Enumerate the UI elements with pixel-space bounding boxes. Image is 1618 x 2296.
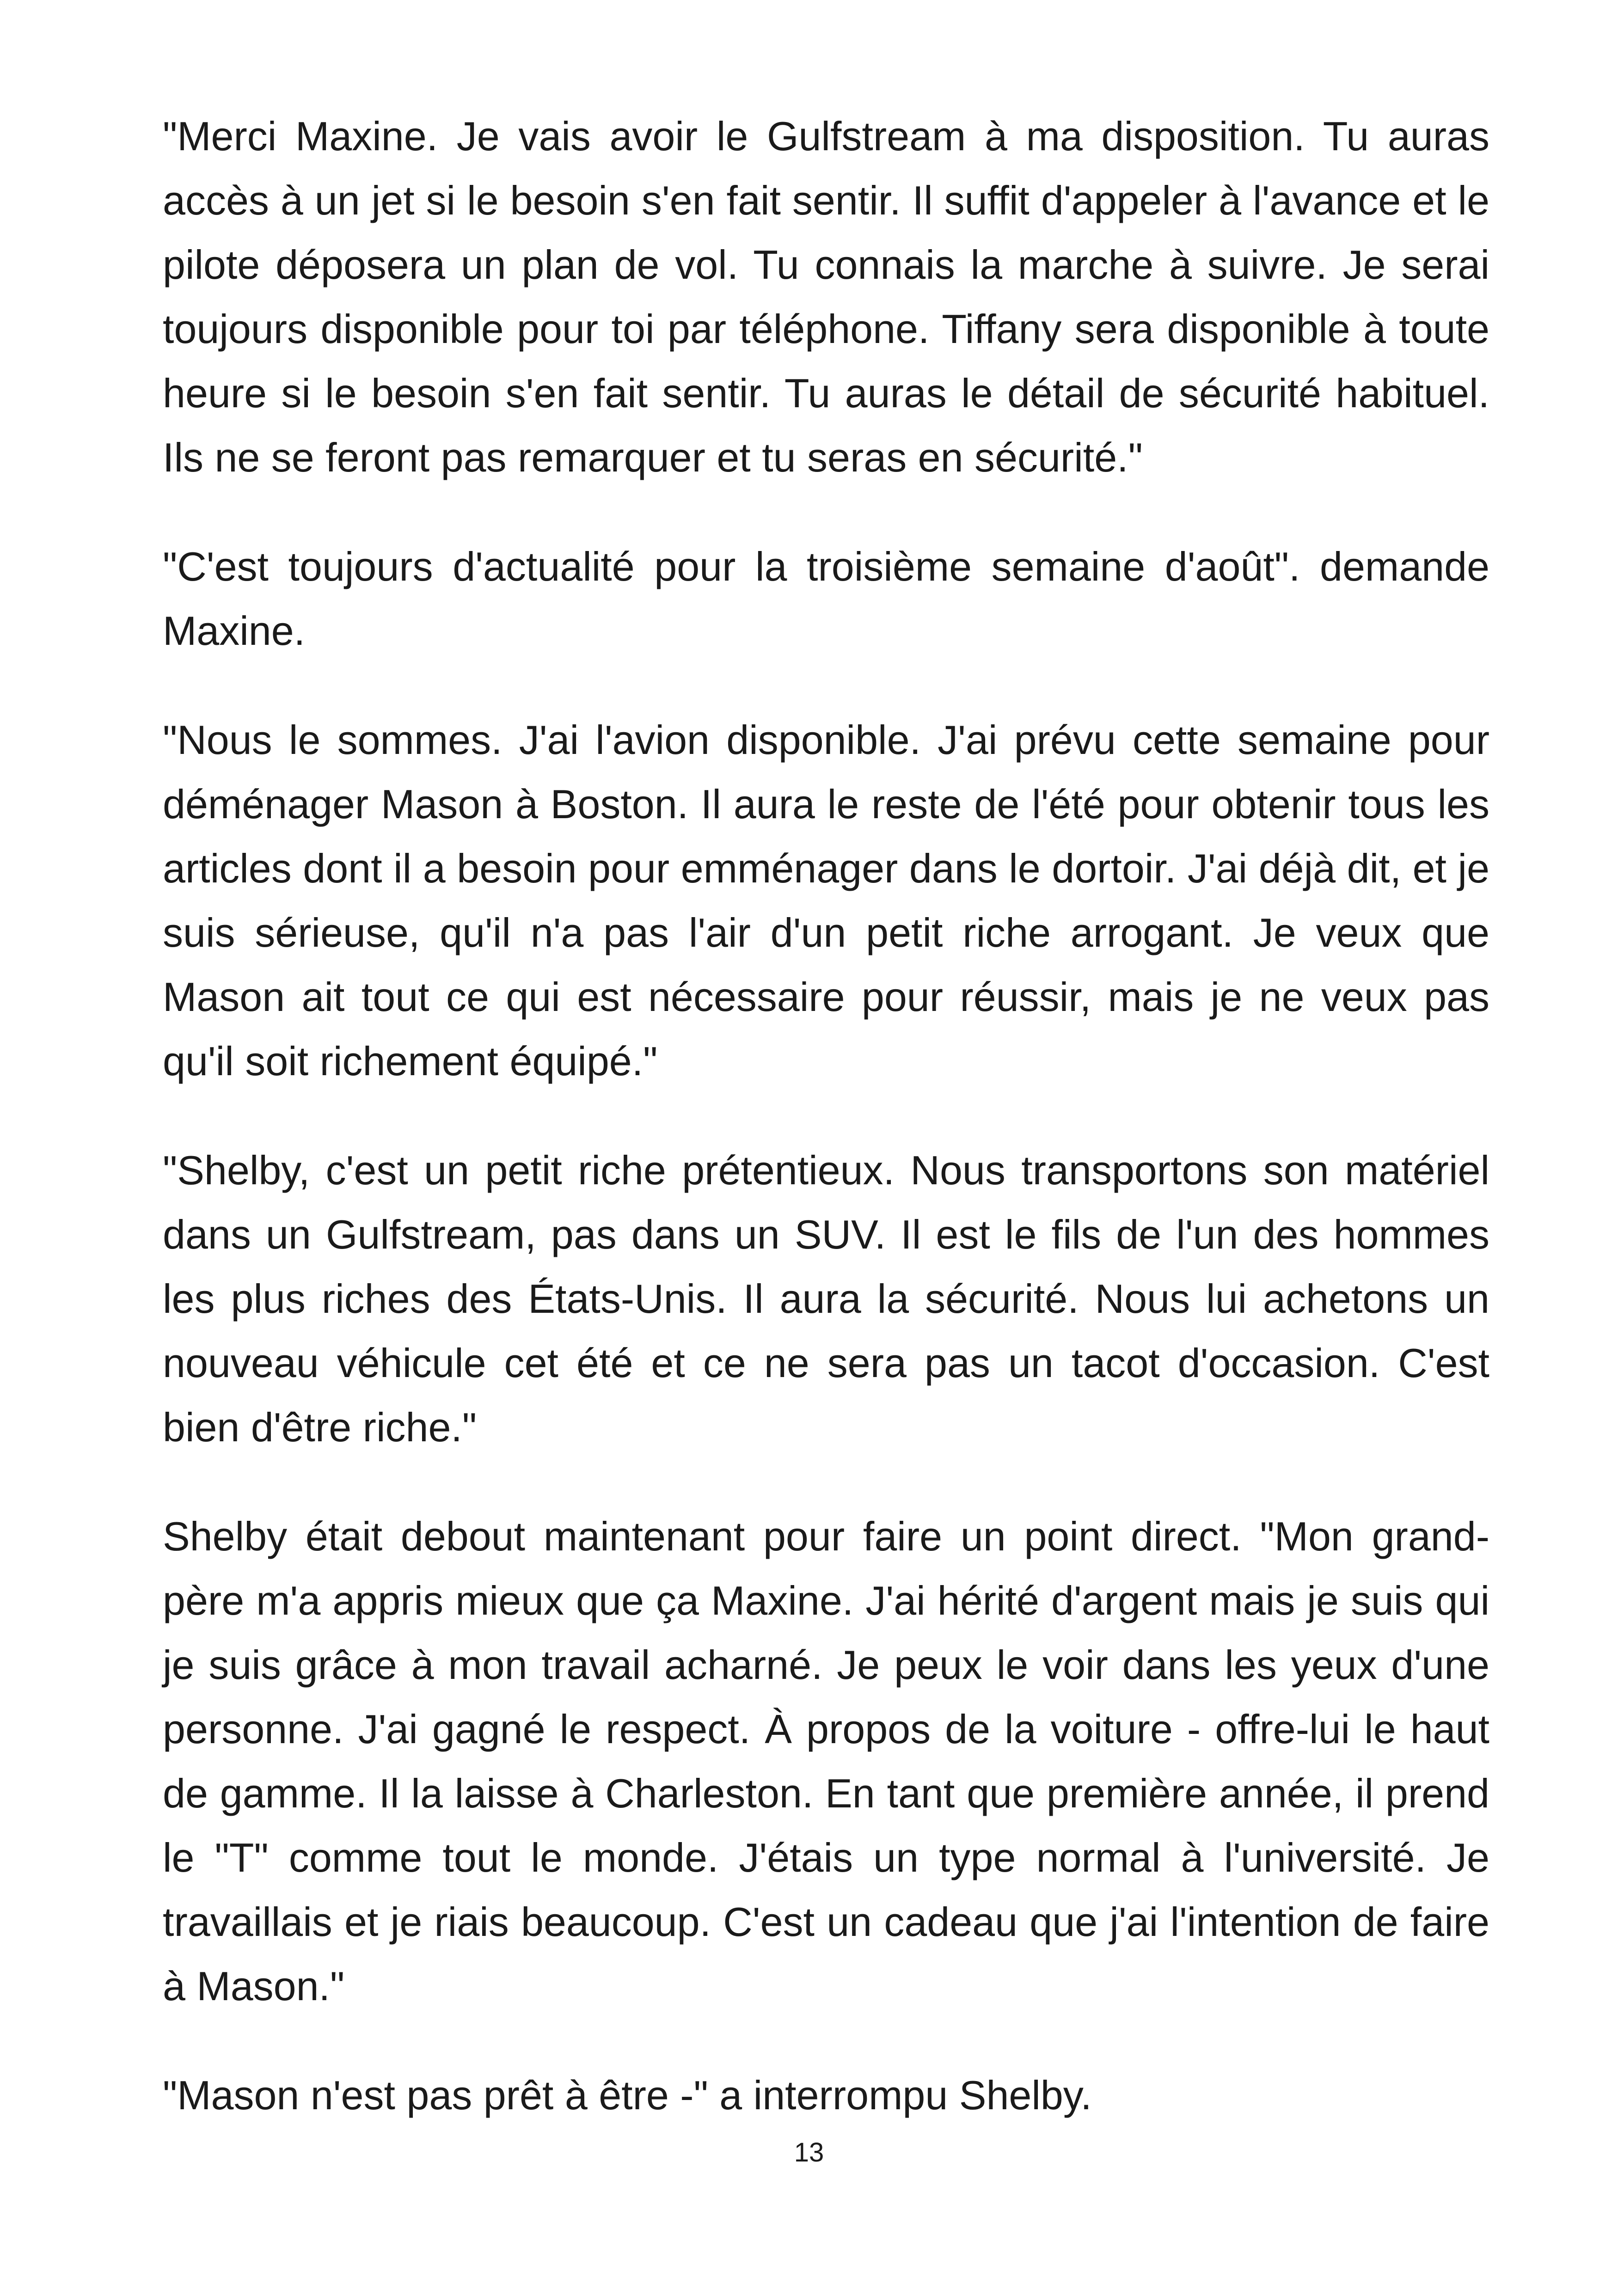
body-text — [163, 104, 1489, 2127]
paragraph: "Shelby, c'est un petit riche prétentieux. Nous transportons son matériel dans un Gulfstream, pas dans un SUV. Il est le fils de l'un des hommes les plus riches des États-Unis. Il aura la sécurité. Nous lui achetons un nouveau véhicule cet été et ce ne sera pas un tacot d'occasion. C'est bien d'être riche." — [163, 1147, 1489, 1450]
paragraph: "C'est toujours d'actualité pour la troisième semaine d'août". demande Maxine. — [163, 544, 1489, 654]
paragraph: "Mason n'est pas prêt à être -" a interrompu Shelby. — [163, 2072, 1092, 2118]
paragraph: "Nous le sommes. J'ai l'avion disponible. J'ai prévu cette semaine pour déménager Mason à Boston. Il aura le reste de l'été pour obtenir tous les articles dont il a besoin pour emménager dans le dortoir. J'ai déjà dit, et je suis sérieuse, qu'il n'a pas l'air d'un petit riche arrogant. Je veux que Mason ait tout ce qui est nécessaire pour réussir, mais je ne veux pas qu'il soit richement équipé." — [163, 717, 1489, 1084]
paragraph: "Merci Maxine. Je vais avoir le Gulfstream à ma disposition. Tu auras accès à un jet si le besoin s'en fait sentir. Il suffit d'appeler à l'avance et le pilote déposera un plan de vol. Tu connais la marche à suivre. Je serai toujours disponible pour toi par téléphone. Tiffany sera disponible à toute heure si le besoin s'en fait sentir. Tu auras le détail de sécurité habituel. Ils ne se feront pas remarquer et tu seras en sécurité." — [163, 113, 1489, 480]
paragraph: Shelby était debout maintenant pour faire un point direct. "Mon grand-père m'a appris mieux que ça Maxine. J'ai hérité d'argent mais je suis qui je suis grâce à mon travail acharné. Je peux le voir dans les yeux d'une personne. J'ai gagné le respect. À propos de la voiture - offre-lui le haut de gamme. Il la laisse à Charleston. En tant que première année, il prend le "T" comme tout le monde. J'étais un type normal à l'université. Je travaillais et je riais beaucoup. C'est un cadeau que j'ai l'intention de faire à Mason." — [163, 1513, 1489, 2009]
page-number: 13 — [794, 2137, 824, 2167]
